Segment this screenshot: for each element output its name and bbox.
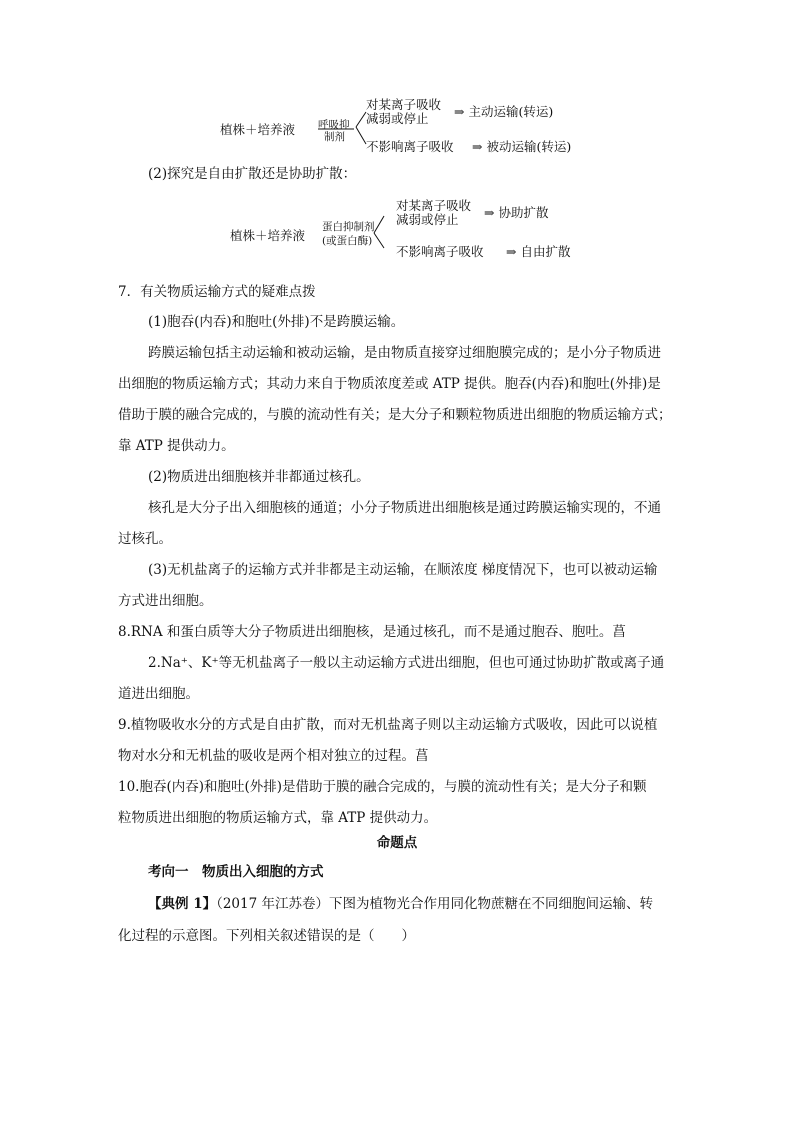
diagram2-mid-bottom: (或蛋白酶) [322,235,373,247]
item-8: 8.RNA 和蛋白质等大分子物质进出细胞核，是通过核孔，而不是通过胞吞、胞吐。菖 [118,624,626,640]
diagram2-upper-line2: 减弱或停止 [396,212,459,227]
diagram2-upper-result: ⇒ 协助扩散 [484,205,549,220]
diagram1-upper-result: ⇒ 主动运输(转运) [454,104,554,119]
paragraph-line: 借助于膜的融合完成的，与膜的流动性有关；是大分子和颗粒物质进出细胞的物质运输方式； [118,407,672,423]
paragraph-line: 物对水分和无机盐的吸收是两个相对独立的过程。菖 [118,748,429,764]
point-1-title: (1)胞吞(内吞)和胞吐(外排)不是跨膜运输。 [148,314,405,330]
diagram1-upper-line1: 对某离子吸收 [366,97,442,112]
diagram1-left: 植株＋培养液 [220,122,296,137]
diagram2-mid-top: 蛋白抑制剂 [322,221,375,233]
diagram2-lower-text: 不影响离子吸收 [396,244,484,259]
kaoxiang-title: 考向一 物质出入细胞的方式 [148,864,324,880]
diagram-facilitated-free [230,198,610,262]
item-10: 10.胞吞(内吞)和胞吐(外排)是借助于膜的融合完成的，与膜的流动性有关；是大分子和颗 [118,779,647,795]
point-2-title: (2)物质进出细胞核并非都通过核孔。 [148,469,370,485]
diagram2-upper-line1: 对某离子吸收 [396,198,472,213]
paragraph-line: 方式进出细胞。 [118,593,213,609]
diagram-active-passive [220,96,610,158]
paragraph-line: 核孔是大分子出入细胞核的通道；小分子物质进出细胞核是通过跨膜运输实现的，不通 [148,500,661,516]
point-3-title: (3)无机盐离子的运输方式并非都是主动运输，在顺浓度 梯度情况下，也可以被动运输 [148,562,658,578]
heading-proposition-points: 命题点 [376,835,418,851]
paragraph-line: 道进出细胞。 [118,686,199,702]
paragraph-line: 出细胞的物质运输方式；其动力来自于物质浓度差或 ATP 提供。胞吞(内吞)和胞吐(外排)是 [118,376,661,392]
diagram1-mid-bottom: 制剂 [324,131,345,143]
paragraph-line: 靠 ATP 提供动力。 [118,438,235,454]
diagram1-upper-line2: 减弱或停止 [366,111,429,126]
item-9: 9.植物吸收水分的方式是自由扩散，而对无机盐离子则以主动运输方式吸收，因此可以说植 [118,717,658,733]
example-1-line2: 化过程的示意图。下列相关叙述错误的是（ ） [118,928,415,944]
diagram2-lower-result: ⇒ 自由扩散 [506,244,571,259]
diagram2-left: 植株＋培养液 [230,228,306,243]
paragraph-line: 粒物质进出细胞的物质运输方式，靠 ATP 提供动力。 [118,810,438,826]
example-text: （2017 年江苏卷）下图为植物光合作用同化物蔗糖在不同细胞间运输、转 [216,896,653,912]
diagram1-lower-result: ⇒ 被动运输(转运) [472,139,572,154]
example-tag: 【典例 1】 [148,896,217,912]
section-title-7: 7．有关物质运输方式的疑难点拨 [118,284,316,300]
diagram1-mid-top: 呼吸抑 [318,119,350,131]
paragraph-line: 跨膜运输包括主动运输和被动运输，是由物质直接穿过细胞膜完成的；是小分子物质进 [148,345,661,361]
item-2-ions: 2.Na⁺、K⁺等无机盐离子一般以主动运输方式进出细胞，但也可通过协助扩散或离子通 [148,655,665,671]
paragraph-line: 过核孔。 [118,531,172,547]
paragraph-probe-diffusion: (2)探究是自由扩散还是协助扩散： [148,166,357,182]
diagram1-lower-text: 不影响离子吸收 [366,139,454,154]
example-1-line1 [148,894,653,914]
